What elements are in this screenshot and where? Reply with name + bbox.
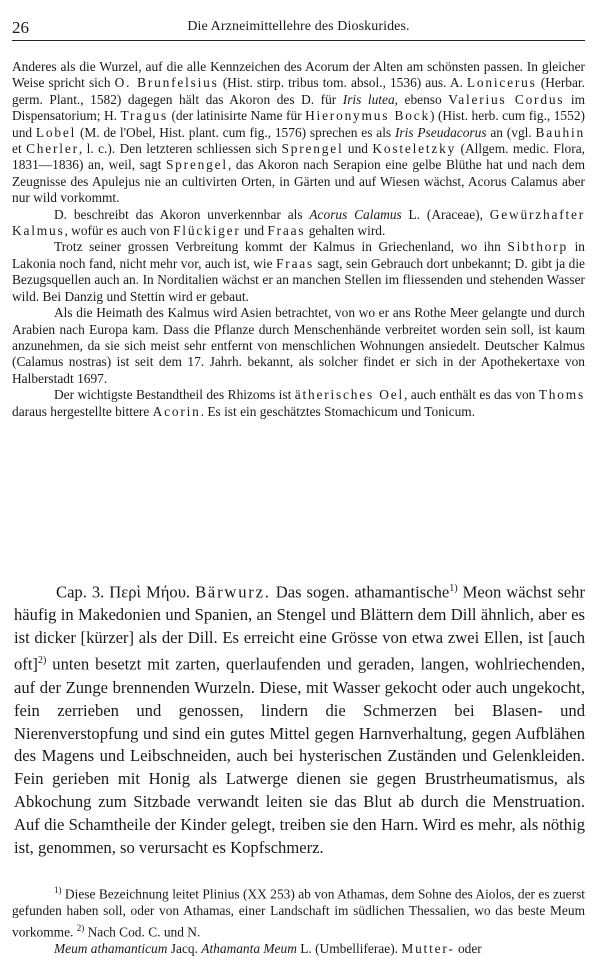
paragraph-kalmus-distribution: Trotz seiner grossen Verbreitung kommt der Kalmus in Griechenland, wo ihn Sibthorp in Lakonia noch fand, nicht mehr vor, auch ist, wie Fraas sagt, sein Gebrauch dort unbekannt; D. gibt ja die Bezugsquellen auch an. In Norditalien wächst er an manchen Stellen im fliessenden und stehenden Wasser wild. Bei Danzig und Stettin wird er gebaut.	[12, 239, 586, 304]
chapter-3-text	[14, 578, 585, 860]
paragraph-rhizome-constituents: Der wichtigste Bestandtheil des Rhizoms ist ätherisches Oel, auch enthält es das von Thoms daraus hergestellte bittere Acorin. Es ist ein geschätztes Stomachicum und Tonicum.	[12, 387, 585, 419]
footnote-3: Meum athamanticum Jacq. Athamanta Meum L. (Umbelliferae). Mutter- oder	[54, 940, 482, 956]
paragraph-akoron-description: D. beschreibt das Akoron unverkennbar als Acorus Calamus L. (Araceae), Gewürzhafter Kalmus, wofür es auch von Flückiger und Fraas gehalten wird.	[12, 206, 585, 239]
commentary-block	[12, 59, 585, 420]
chapter-label: Cap. 3.	[56, 582, 105, 602]
footnotes	[12, 882, 585, 957]
footnote-ref-1: 1)	[449, 583, 458, 594]
page-header	[12, 14, 585, 41]
chapter-paragraph: Cap. 3. Περὶ Μήου. Bärwurz. Das sogen. athamantische$^{1)}$ Meon wächst sehr häufig in Makedonien und Spanien, an Stengel und Blättern dem Dill ähnlich, aber es ist dicker [kürzer] als der Dill. Es erreicht eine Grösse von etwa zwei Ellen, ist [auch oft]$^{2)}$ unten besetzt mit zarten, querlaufenden und geraden, langen, wohlriechenden, auf der Zunge brennenden Wurzeln. Diese, mit Wasser gekocht oder auch ungekocht, fein zerrieben und genossen, lindern die Schmerzen bei Blasen- und Nierenverstopfung und sind ein gutes Mittel gegen Harnverhaltung, gegen Aufblähen des Magens und Leibschneiden, auch bei hysterischen Zuständen und Gelenkleiden. Fein gerieben mit Honig als Latwerge dienen sie gegen Brustrheumatismus, als Abkochung zum Sitzbade verwandt leiten sie das Blut ab durch die Menstruation. Auf die Schamtheile der Kinder gelegt, treiben sie den Harn. Wird es mehr, als nöthig ist, genommen, so verursacht es Kopfschmerz.	[14, 582, 585, 858]
footnote-2-marker: 2)	[76, 922, 85, 933]
paragraph-kalmus-origin: Als die Heimath des Kalmus wird Asien betrachtet, von wo er ans Rothe Meer gelangte und durch Arabien nach Europa kam. Dass die Pflanze durch Menschenhände verbreitet worden sein soll, ist kaum anzunehmen, da sie sich meist sehr entfernt von menschlichen Wohnungen ansiedelt. Deutscher Kalmus (Calamus nostras) ist seit dem 17. Jahrh. bekannt, als solcher findet er sich in der Apothekertaxe von Halberstadt 1697.	[12, 305, 585, 386]
chapter-german-title: Bärwurz.	[195, 582, 271, 602]
footnote-2: Nach Cod. C. und N.	[84, 924, 201, 940]
page-number: 26	[12, 18, 29, 37]
running-title: Die Arzneimittellehre des Dioskurides.	[187, 19, 410, 34]
paragraph-acorum-interpretations: Anderes als die Wurzel, auf die alle Kennzeichen des Acorum der Alten am schönsten passen. In gleicher Weise spricht sich O. Brunfelsius (Hist. stirp. tribus tom. absol., 1536) aus. A. Lonicerus (Herbar. germ. Plant., 1582) dagegen hält das Akoron des D. für Iris lutea, ebenso Valerius Cordus im Dispensatorium; H. Tragus (der latinisirte Name für Hieronymus Bock) (Hist. herb. cum fig., 1552) und Lobel (M. de l'Obel, Hist. plant. cum fig., 1576) sprechen es als Iris Pseudacorus an (vgl. Bauhin et Cherler, l. c.). Den letzteren schliessen sich Sprengel und Kosteletzky (Allgem. medic. Flora, 1831—1836) an, weil, sagt Sprengel, das Akoron nach Serapion eine gelbe Blüthe hat und nach dem Zeugnisse des Apulejus nie an cultivirten Orten, in Gärten und auf Wiesen wächst, Acorus Calamus aber nur wild vorkommt.	[12, 59, 586, 206]
footnote-1: $^{1)}$ Diese Bezeichnung leitet Plinius (XX 253) ab von Athamas, dem Sohne des Aiolos, der es zuerst gefunden haben soll, oder von Athamas, einer Landschaft im südlichen Thessalien, wo das beste Meum vorkomme. $^{2)}$ Nach Cod. C. und N.	[12, 885, 585, 940]
footnote-ref-2: 2)	[37, 655, 47, 667]
chapter-greek-title: Περὶ Μήου.	[109, 582, 191, 602]
